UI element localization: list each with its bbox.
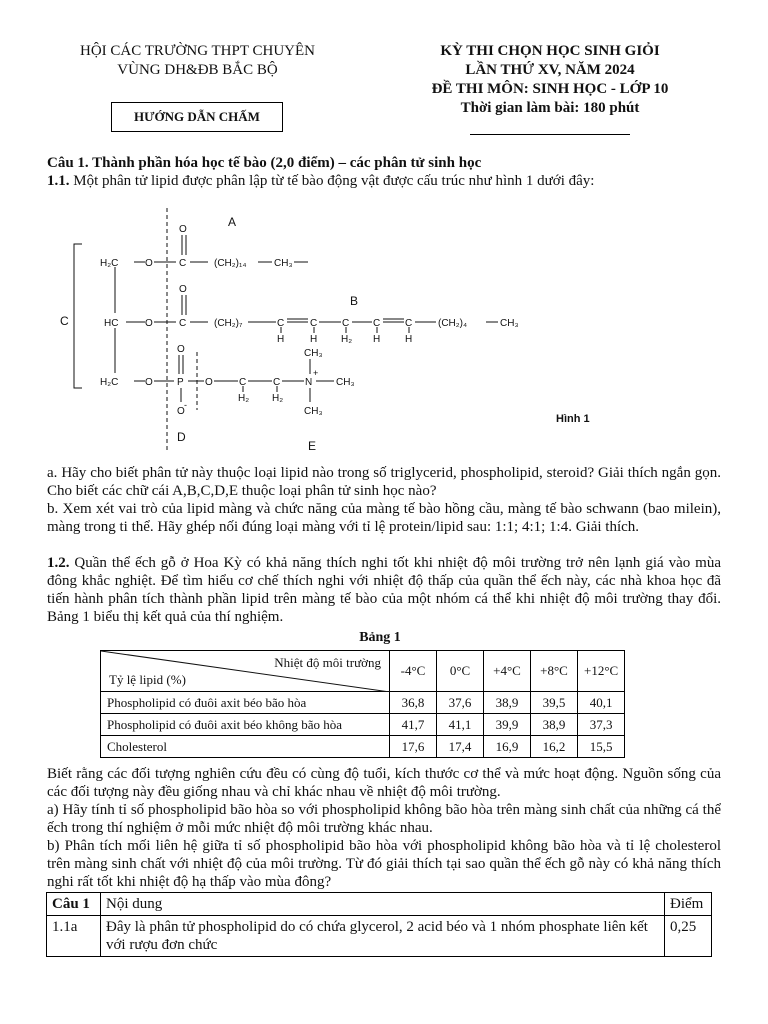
temp-header: 0°C: [437, 651, 484, 692]
group-ch3: CH₃: [304, 406, 323, 417]
atom-n: N: [305, 377, 313, 388]
table-row: [101, 692, 625, 714]
phospholipid-structure-figure: [58, 202, 638, 458]
answer-content: Đây là phân tử phospholipid do có chứa glycerol, 2 acid béo và 1 nhóm phosphate liên kết với rượu đơn chức: [101, 916, 665, 957]
letter-a: A: [228, 215, 237, 229]
table-cell: 37,6: [437, 692, 484, 714]
table-cell: 40,1: [578, 692, 625, 714]
header-divider: [470, 134, 630, 135]
group-ch2-4: (CH₂)₄: [438, 318, 468, 329]
atom-o: O: [145, 318, 153, 329]
row-label: Phospholipid có đuôi axit béo không bão hòa: [101, 714, 390, 736]
exam-line-1: KỲ THI CHỌN HỌC SINH GIỎI: [440, 43, 660, 59]
table-cell: 17,4: [437, 736, 484, 758]
question-1-1: [47, 172, 721, 190]
letter-d: D: [177, 430, 186, 444]
letter-b: B: [350, 294, 359, 308]
atom-h: H: [373, 334, 381, 345]
group-ch2-7: (CH₂)₇: [214, 318, 243, 329]
answer-row: [47, 916, 712, 957]
atom-hc: HC: [104, 318, 119, 329]
organizer-line-2: VÙNG DH&ĐB BẮC BỘ: [117, 62, 278, 78]
header-temperature: Nhiệt độ môi trường: [274, 655, 381, 670]
q12-label: 1.2.: [47, 555, 70, 571]
question-1-1-a: a. Hãy cho biết phân tử này thuộc loại lipid nào trong số triglycerid, phospholipid, steroid? Giải thích ngắn gọn. Cho biết các chữ cái A,B,C,D,E thuộc loại phân tử sinh học nào?: [47, 465, 721, 499]
table-cell: 16,2: [531, 736, 578, 758]
answer-header-row: [47, 893, 712, 916]
table-row: [101, 736, 625, 758]
exam-line-3: ĐỀ THI MÔN: SINH HỌC - LỚP 10: [431, 81, 669, 97]
exam-line-2: LẦN THỨ XV, NĂM 2024: [465, 62, 635, 78]
diagonal-header-cell: [101, 651, 390, 692]
table-cell: 41,1: [437, 714, 484, 736]
table-cell: 38,9: [531, 714, 578, 736]
organizer-heading: [40, 42, 355, 80]
table-cell: 16,9: [484, 736, 531, 758]
table-cell: 39,9: [484, 714, 531, 736]
question-1-2: [47, 554, 721, 626]
temp-header: +8°C: [531, 651, 578, 692]
table-cell: 37,3: [578, 714, 625, 736]
group-ch2-14: (CH₂)₁₄: [214, 258, 247, 269]
charge-plus: +: [313, 368, 319, 378]
question-1-2-b: b) Phân tích mối liên hệ giữa tỉ số phospholipid bão hòa với phospholipid không bão hòa và tỉ lệ cholesterol trên màng sinh chất với nhiệt độ của môi trường. Từ đó giải thích tại sao quần thể ếch gỗ này có khả năng thích nghi rất tốt khi nhiệt độ hạ thấp vào mùa đông?: [47, 838, 721, 890]
group-ch3: CH₃: [304, 348, 323, 359]
answer-table: [46, 892, 712, 957]
atom-h2c-3: H₂C: [100, 377, 119, 388]
answer-col-content: Nội dung: [101, 893, 665, 916]
figure-caption: Hình 1: [556, 413, 590, 425]
atom-p: P: [177, 377, 184, 388]
table-1-title: Bảng 1: [359, 630, 401, 645]
atom-c: C: [239, 377, 247, 388]
table-cell: 36,8: [390, 692, 437, 714]
organizer-line-1: HỘI CÁC TRƯỜNG THPT CHUYÊN: [80, 43, 315, 59]
atom-c: C: [342, 318, 350, 329]
lipid-table: [100, 650, 625, 758]
temp-header: +12°C: [578, 651, 625, 692]
atom-c: C: [179, 258, 187, 269]
q12-text: Quần thể ếch gỗ ở Hoa Kỳ có khả năng thích nghi tốt khi nhiệt độ môi trường trở nên lạnh giá vào mùa đông khắc nghiệt. Để tìm hiểu cơ chế thích nghi với nhiệt độ thấp của quần thể ếch này, các nhà khoa học đã tiến hành phân tích thành phần lipid trên màng tế bào của một nhóm cá thể khi nhiệt độ môi trường thay đổi. Bảng 1 biểu thị kết quả của thí nghiệm.: [47, 555, 721, 625]
group-ch3: CH₃: [336, 377, 355, 388]
table-cell: 15,5: [578, 736, 625, 758]
table-header-row: [101, 651, 625, 692]
question-1-1-b: b. Xem xét vai trò của lipid màng và chức năng của màng tế bào hồng cầu, màng tế bào schwann (bao milein), màng trong ti thể. Hãy ghép nối đúng loại màng với tỉ lệ protein/lipid sau: 1:1; 4:1; 1:4. Giải thích.: [47, 501, 721, 535]
atom-c: C: [310, 318, 318, 329]
atom-h: H: [277, 334, 285, 345]
atom-h: H: [310, 334, 318, 345]
table-cell: 17,6: [390, 736, 437, 758]
atom-c: C: [277, 318, 285, 329]
answer-col-question: Câu 1: [47, 893, 101, 916]
temp-header: -4°C: [390, 651, 437, 692]
letter-c: C: [60, 314, 69, 328]
row-label: Phospholipid có đuôi axit béo bão hòa: [101, 692, 390, 714]
answer-score: 0,25: [665, 916, 712, 957]
table-cell: 38,9: [484, 692, 531, 714]
exam-line-4: Thời gian làm bài: 180 phút: [460, 100, 640, 116]
question-1-2-a: a) Hãy tính tỉ số phospholipid bão hòa so với phospholipid không bão hòa trên màng sinh chất của những cá thể ếch trong thí nghiệm ở mỗi mức nhiệt độ môi trường khác nhau.: [47, 802, 721, 836]
atom-c: C: [373, 318, 381, 329]
experiment-conditions: Biết rằng các đối tượng nghiên cứu đều có cùng độ tuổi, kích thước cơ thể và mức hoạt động. Nguồn sống của các đối tượng này đều giống nhau và chỉ khác nhau về nhiệt độ môi trường.: [47, 766, 721, 800]
bracket-c: [74, 244, 82, 388]
atom-h2c-1: H₂C: [100, 258, 119, 269]
table-row: [101, 714, 625, 736]
group-ch3: CH₃: [274, 258, 293, 269]
atom-o: O: [145, 258, 153, 269]
q11-text: Một phân tử lipid được phân lập từ tế bào động vật được cấu trúc như hình 1 dưới đây:: [69, 173, 595, 189]
atom-h2: H₂: [272, 393, 284, 404]
letter-e: E: [308, 439, 317, 453]
header-lipid-ratio: Tỷ lệ lipid (%): [109, 672, 186, 687]
atom-o: O: [177, 406, 185, 417]
question-title: Câu 1. Thành phần hóa học tế bào (2,0 điểm) – các phân tử sinh học: [47, 155, 482, 171]
charge-minus: -: [184, 400, 187, 410]
atom-o: O: [145, 377, 153, 388]
answer-id: 1.1a: [47, 916, 101, 957]
group-ch3: CH₃: [500, 318, 519, 329]
exam-heading: [400, 42, 700, 118]
answer-col-score: Điểm: [665, 893, 712, 916]
atom-h2: H₂: [341, 334, 353, 345]
atom-h2: H₂: [238, 393, 250, 404]
atom-o: O: [205, 377, 213, 388]
grading-guide-box: HƯỚNG DẪN CHẤM: [111, 102, 283, 132]
atom-h: H: [405, 334, 413, 345]
atom-c: C: [179, 318, 187, 329]
q11-label: 1.1.: [47, 173, 70, 189]
atom-o: O: [179, 284, 187, 295]
atom-c: C: [273, 377, 281, 388]
row-label: Cholesterol: [101, 736, 390, 758]
table-cell: 39,5: [531, 692, 578, 714]
atom-o: O: [177, 344, 185, 355]
table-cell: 41,7: [390, 714, 437, 736]
atom-o: O: [179, 224, 187, 235]
temp-header: +4°C: [484, 651, 531, 692]
atom-c: C: [405, 318, 413, 329]
